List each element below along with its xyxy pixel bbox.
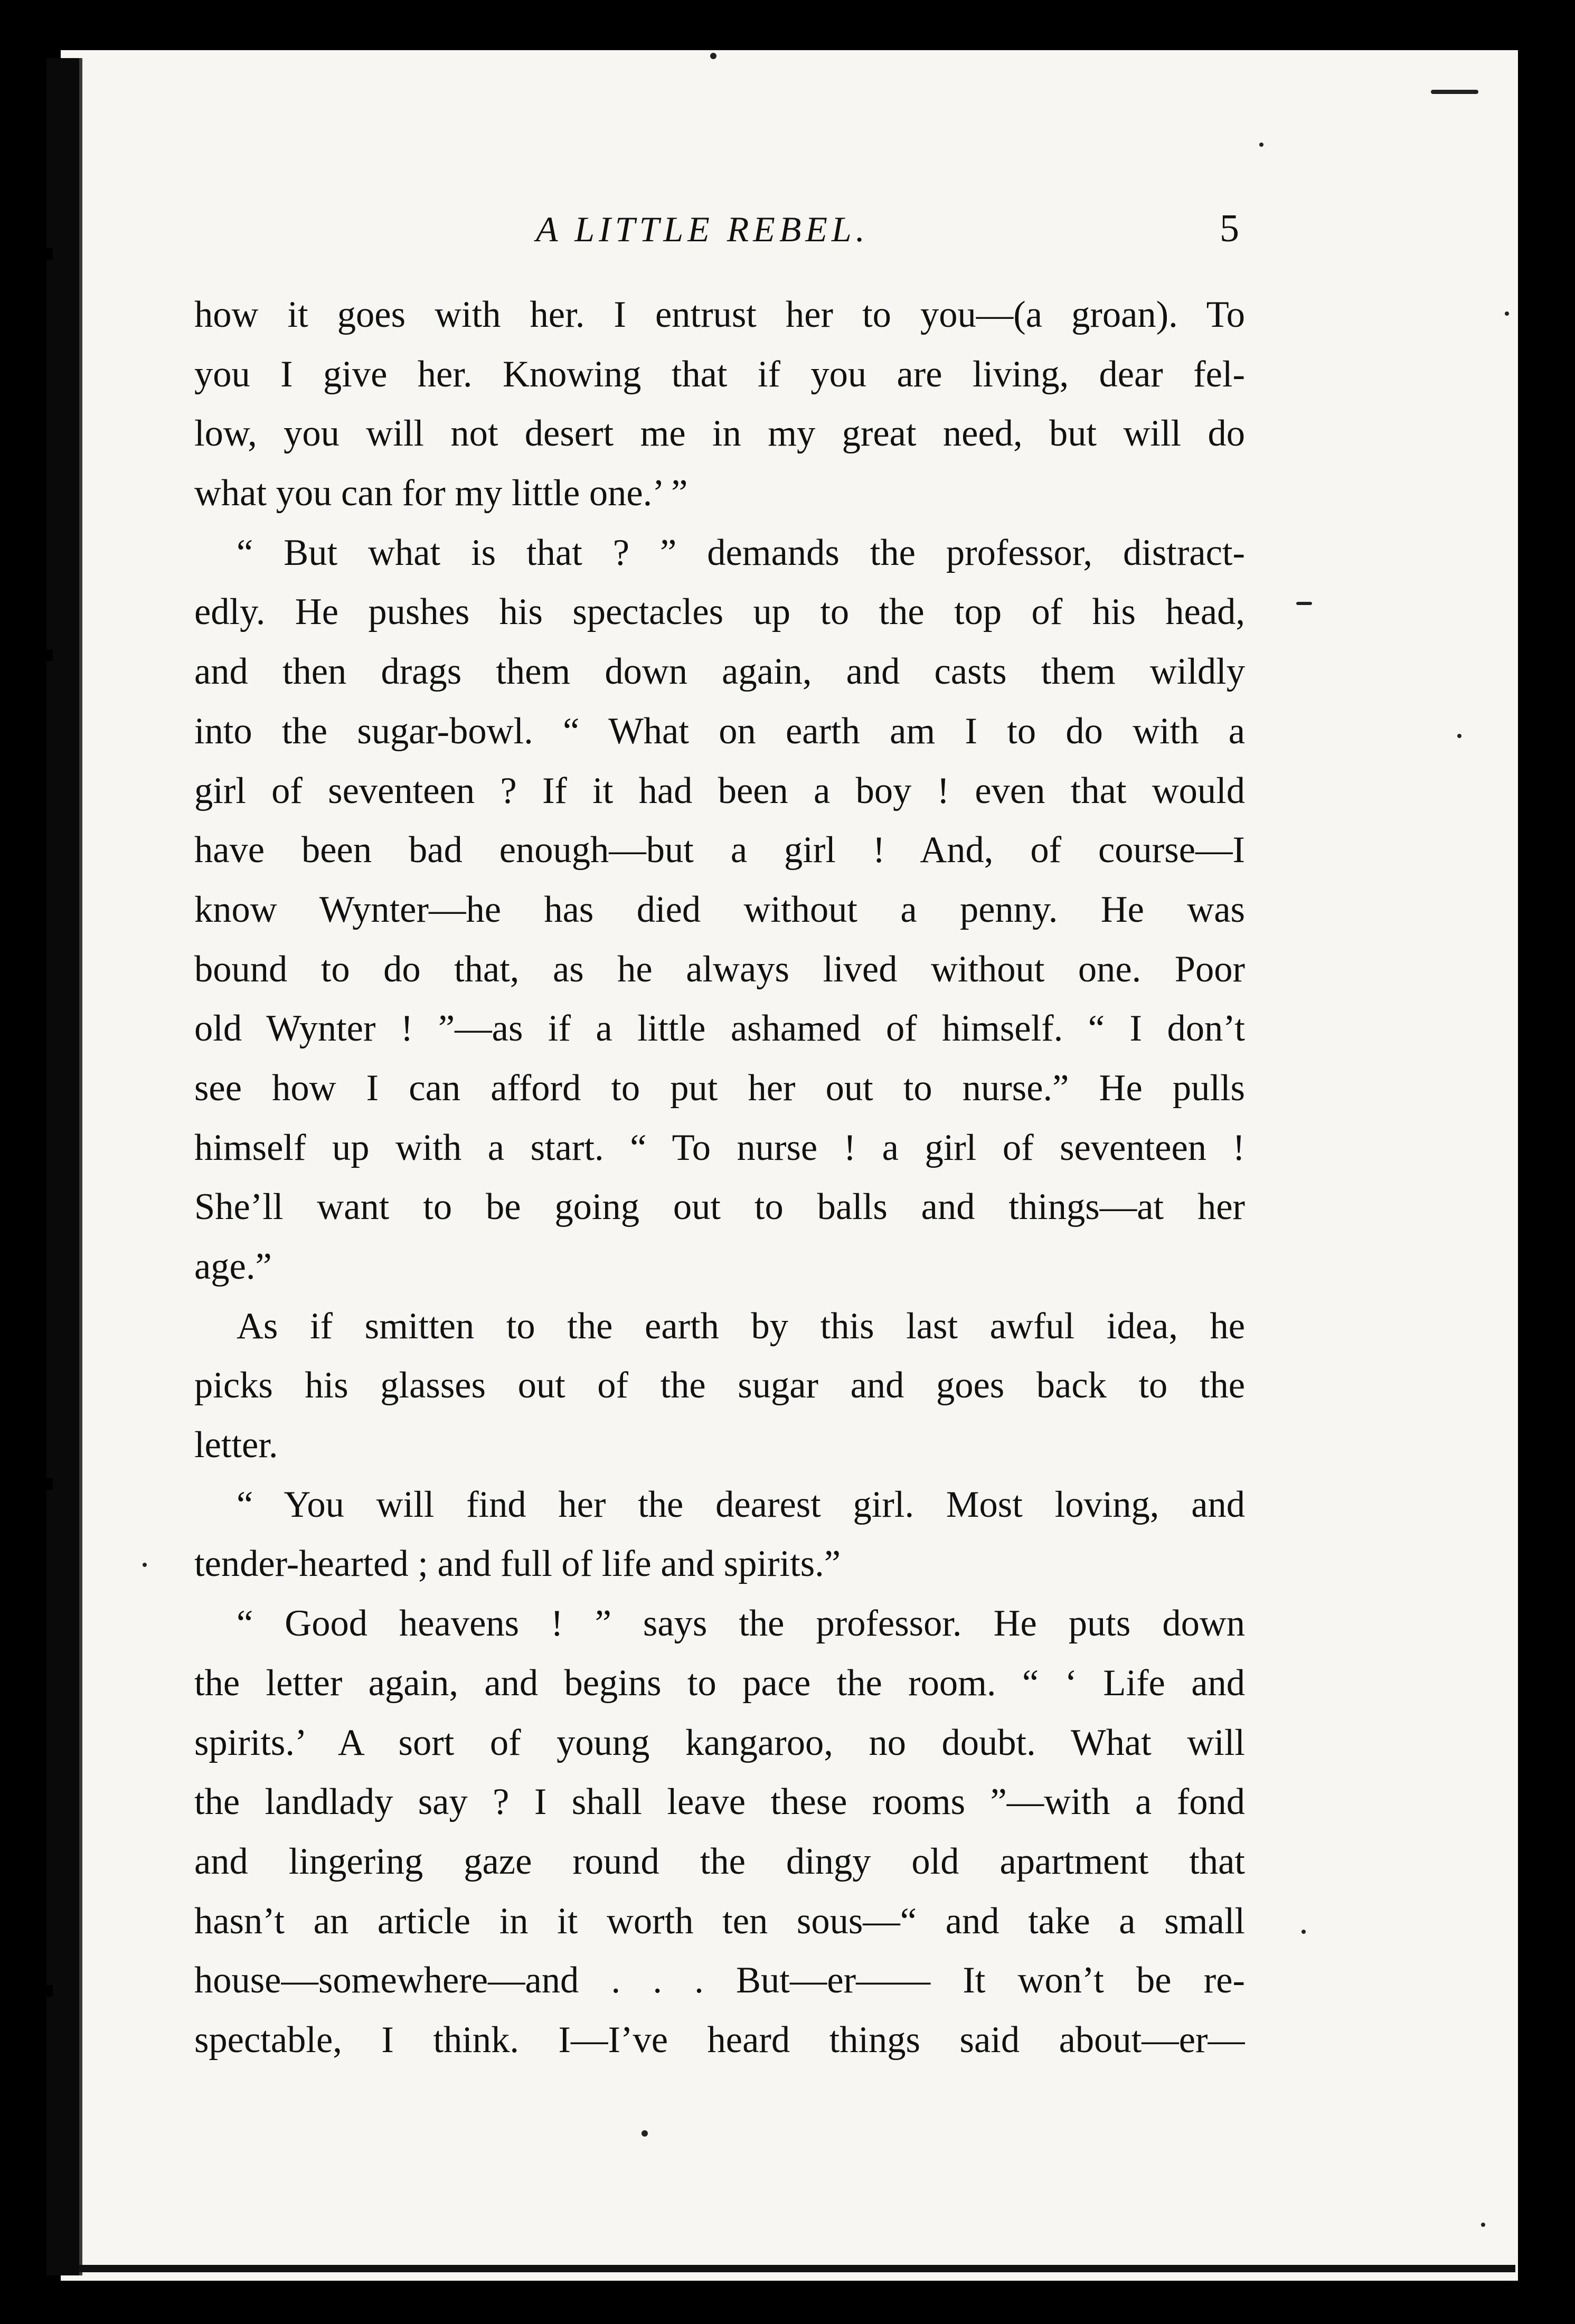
- scan-speck: [1259, 143, 1263, 147]
- scan-speck: [1302, 1930, 1306, 1934]
- text-line: himself up with a start. “ To nurse ! a girl of seventeen !: [194, 1127, 1245, 1168]
- text-line: “ You will find her the dearest girl. Most loving, and: [237, 1484, 1245, 1525]
- binding-mark: [32, 1478, 53, 1490]
- text-line: know Wynter—he has died without a penny. He was: [194, 889, 1245, 930]
- binding-mark: [32, 1985, 53, 1997]
- text-line: She’ll want to be going out to balls and things—at her: [194, 1186, 1245, 1228]
- running-head: [195, 209, 1251, 261]
- scan-speck: [642, 2130, 648, 2137]
- scan-speck: [143, 1563, 147, 1567]
- text-line: spectable, I think. I—I’ve heard things said about—er—: [194, 2019, 1245, 2061]
- binding-mark: [32, 248, 53, 260]
- page-body: [194, 285, 1245, 2070]
- text-line: what you can for my little one.’ ”: [194, 473, 688, 514]
- scan-speck: [1457, 734, 1461, 738]
- running-title: A LITTLE REBEL.: [536, 209, 869, 249]
- text-line: edly. He pushes his spectacles up to the top of his head,: [194, 591, 1245, 633]
- text-line: “ But what is that ? ” demands the professor, distract-: [237, 532, 1245, 573]
- text-line: picks his glasses out of the sugar and goes back to the: [194, 1365, 1245, 1406]
- text-line: letter.: [194, 1424, 278, 1466]
- text-line: and lingering gaze round the dingy old apartment that: [194, 1840, 1245, 1882]
- text-line: bound to do that, as he always lived without one. Poor: [194, 948, 1245, 990]
- bottom-page-edge: [79, 2265, 1515, 2272]
- text-line: spirits.’ A sort of young kangaroo, no doubt. What will: [194, 1722, 1245, 1763]
- text-line: house—somewhere—and . . . But—er—— It won’t be re-: [194, 1960, 1245, 2001]
- text-line: girl of seventeen ? If it had been a boy ! even that would: [194, 770, 1245, 811]
- text-line: the letter again, and begins to pace the room. “ ‘ Life and: [194, 1662, 1245, 1704]
- text-line: into the sugar-bowl. “ What on earth am I to do with a: [194, 710, 1245, 752]
- text-line: tender-hearted ; and full of life and spirits.”: [194, 1543, 841, 1585]
- text-line: the landlady say ? I shall leave these rooms ”—with a fond: [194, 1781, 1245, 1823]
- text-line: you I give her. Knowing that if you are living, dear fel-: [194, 353, 1245, 395]
- text-line: age.”: [194, 1246, 272, 1287]
- scan-speck: [1431, 90, 1478, 94]
- scan-speck: [710, 53, 716, 59]
- page-binding-edge: [46, 58, 82, 2275]
- scan-speck: [1505, 311, 1509, 316]
- text-line: have been bad enough—but a girl ! And, of course—I: [194, 829, 1245, 871]
- text-line: “ Good heavens ! ” says the professor. He puts down: [237, 1603, 1245, 1645]
- text-line: old Wynter ! ”—as if a little ashamed of himself. “ I don’t: [194, 1008, 1245, 1050]
- text-line: low, you will not desert me in my great need, but will do: [194, 413, 1245, 455]
- binding-mark: [32, 649, 53, 661]
- scan-speck: [1296, 602, 1312, 605]
- page-number: 5: [1220, 207, 1239, 250]
- text-line: see how I can afford to put her out to nurse.” He pulls: [194, 1067, 1245, 1109]
- text-line: hasn’t an article in it worth ten sous—“ and take a small: [194, 1900, 1245, 1942]
- text-line: As if smitten to the earth by this last awful idea, he: [237, 1305, 1245, 1347]
- text-line: and then drags them down again, and casts them wildly: [194, 651, 1245, 693]
- scan-speck: [1481, 2223, 1485, 2227]
- text-line: how it goes with her. I entrust her to you—(a groan). To: [194, 294, 1245, 335]
